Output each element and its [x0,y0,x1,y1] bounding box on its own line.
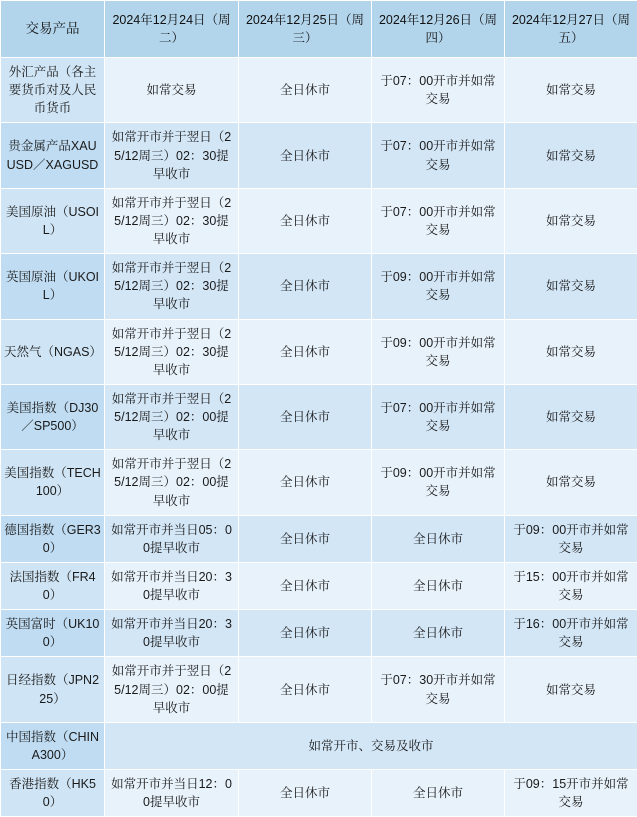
row-cell-date-2: 全日休市 [239,319,372,384]
row-cell-date-2: 全日休市 [239,515,372,562]
row-cell-date-3: 全日休市 [372,562,505,609]
row-cell-merged-note: 如常开市、交易及收市 [105,722,637,769]
row-cell-date-4: 如常交易 [505,123,637,188]
row-product-label: 美国指数（TECH100） [1,450,105,515]
table-row [1,123,637,188]
row-cell-date-3: 于07：30开市并如常交易 [372,657,505,722]
row-cell-date-4: 如常交易 [505,58,637,123]
table-row [1,770,637,817]
row-cell-date-2: 全日休市 [239,254,372,319]
row-product-label: 天然气（NGAS） [1,319,105,384]
header-cell-date-1: 2024年12月24日（周二） [105,1,239,58]
header-cell-product: 交易产品 [1,1,105,58]
row-cell-date-4: 于15：00开市并如常交易 [505,562,637,609]
row-cell-date-3: 全日休市 [372,770,505,817]
row-cell-date-1: 如常开市并于翌日（25/12周三）02：00提早收市 [105,450,239,515]
row-cell-date-4: 于09：00开市并如常交易 [505,515,637,562]
row-cell-date-1: 如常开市并于翌日（25/12周三）02：00提早收市 [105,657,239,722]
table-row [1,319,637,384]
row-product-label: 贵金属产品XAUUSD／XAGUSD [1,123,105,188]
table-row [1,562,637,609]
table-row [1,58,637,123]
row-cell-date-3: 于09：00开市并如常交易 [372,319,505,384]
row-cell-date-2: 全日休市 [239,188,372,253]
row-cell-date-4: 如常交易 [505,254,637,319]
row-cell-date-2: 全日休市 [239,450,372,515]
row-cell-date-1: 如常开市并于翌日（25/12周三）02：30提早收市 [105,319,239,384]
row-cell-date-3: 全日休市 [372,610,505,657]
row-product-label: 香港指数（HK50） [1,770,105,817]
table-row [1,254,637,319]
row-cell-date-1: 如常开市并于翌日（25/12周三）02：30提早收市 [105,188,239,253]
row-cell-date-2: 全日休市 [239,657,372,722]
row-cell-date-1: 如常开市并当日05：00提早收市 [105,515,239,562]
row-product-label: 外汇产品（各主要货币对及人民币货币 [1,58,105,123]
row-cell-date-3: 于07：00开市并如常交易 [372,58,505,123]
row-cell-date-2: 全日休市 [239,123,372,188]
row-cell-date-2: 全日休市 [239,562,372,609]
row-cell-date-4: 于09：15开市并如常交易 [505,770,637,817]
row-product-label: 英国富时（UK100） [1,610,105,657]
row-cell-date-1: 如常开市并于翌日（25/12周三）02：30提早收市 [105,123,239,188]
row-cell-date-3: 于07：00开市并如常交易 [372,188,505,253]
row-cell-date-2: 全日休市 [239,384,372,449]
row-product-label: 法国指数（FR40） [1,562,105,609]
row-cell-date-3: 全日休市 [372,515,505,562]
header-cell-date-4: 2024年12月27日（周五） [505,1,637,58]
row-cell-date-4: 如常交易 [505,384,637,449]
row-product-label: 中国指数（CHINA300） [1,722,105,769]
table-row [1,610,637,657]
row-cell-date-3: 于07：00开市并如常交易 [372,384,505,449]
table-row [1,657,637,722]
row-product-label: 德国指数（GER30） [1,515,105,562]
table-header [1,1,637,58]
row-cell-date-1: 如常开市并于翌日（25/12周三）02：30提早收市 [105,254,239,319]
table-row [1,188,637,253]
row-cell-date-2: 全日休市 [239,610,372,657]
row-product-label: 美国原油（USOIL） [1,188,105,253]
row-cell-date-1: 如常开市并当日12：00提早收市 [105,770,239,817]
row-cell-date-1: 如常交易 [105,58,239,123]
table-row [1,515,637,562]
row-cell-date-1: 如常开市并当日20：30提早收市 [105,562,239,609]
row-cell-date-2: 全日休市 [239,58,372,123]
row-cell-date-4: 如常交易 [505,450,637,515]
row-cell-date-4: 如常交易 [505,319,637,384]
row-product-label: 英国原油（UKOIL） [1,254,105,319]
row-cell-date-4: 如常交易 [505,188,637,253]
table-row [1,722,637,769]
row-product-label: 日经指数（JPN225） [1,657,105,722]
table-row [1,450,637,515]
row-cell-date-4: 于16：00开市并如常交易 [505,610,637,657]
row-cell-date-1: 如常开市并于翌日（25/12周三）02：00提早收市 [105,384,239,449]
row-cell-date-1: 如常开市并当日20：30提早收市 [105,610,239,657]
row-cell-date-2: 全日休市 [239,770,372,817]
header-row [1,1,637,58]
header-cell-date-3: 2024年12月26日（周四） [372,1,505,58]
row-cell-date-3: 于09：00开市并如常交易 [372,450,505,515]
row-cell-date-4: 如常交易 [505,657,637,722]
header-cell-date-2: 2024年12月25日（周三） [239,1,372,58]
table-body [1,58,637,817]
table-row [1,384,637,449]
row-cell-date-3: 于09：00开市并如常交易 [372,254,505,319]
row-product-label: 美国指数（DJ30／SP500） [1,384,105,449]
row-cell-date-3: 于07：00开市并如常交易 [372,123,505,188]
